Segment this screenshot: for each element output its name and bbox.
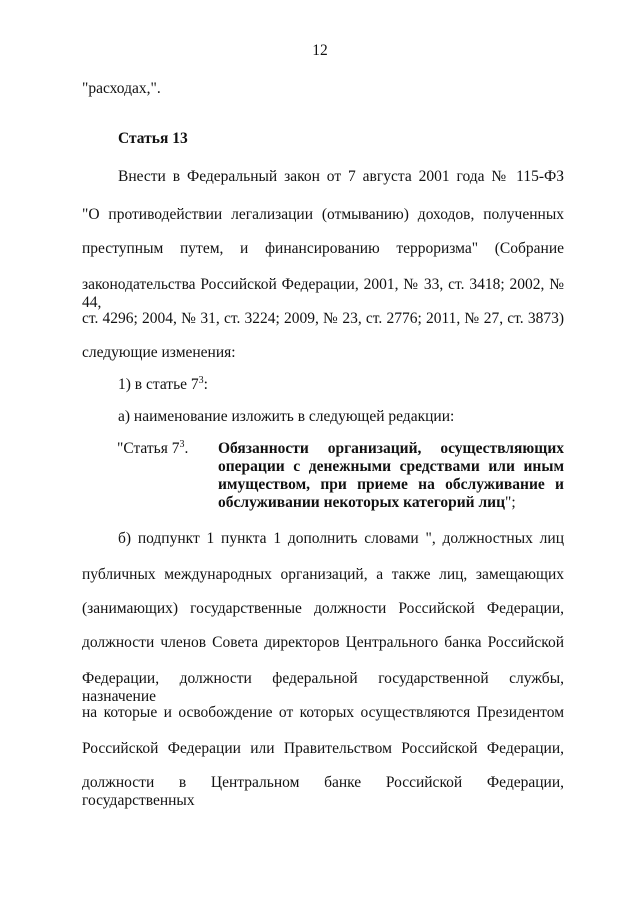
superscript: 3 (198, 375, 204, 386)
article-title-line: Обязанности организаций, осуществляющих (218, 440, 564, 457)
paragraph-line: следующие изменения: (82, 344, 236, 361)
paragraph-line: преступным путем, и финансированию терроризма" (Собрание (82, 240, 564, 257)
list-item-1 (118, 376, 600, 394)
paragraph-line: законодательства Российской Федерации, 2001, № 33, ст. 3418; 2002, № 44, (82, 276, 564, 311)
article-title-body (218, 440, 564, 512)
article-title-dot: . (184, 440, 189, 457)
text-line: "расходах,". (82, 80, 161, 97)
paragraph-line: "О противодействии легализации (отмыванию) доходов, полученных (82, 206, 564, 223)
paragraph-line: на которые и освобождение от которых осуществляются Президентом (82, 704, 564, 721)
article-title-line: имуществом, при приеме на обслуживание и (218, 476, 564, 493)
article-title-line-last (218, 494, 564, 512)
article-heading: Статья 13 (118, 130, 188, 147)
paragraph-line: Российской Федерации или Правительством Российской Федерации, (82, 740, 564, 757)
paragraph-line: ст. 4296; 2004, № 31, ст. 3224; 2009, № 23, ст. 2776; 2011, № 27, ст. 3873) (82, 310, 564, 327)
subitem-b: б) подпункт 1 пункта 1 дополнить словами ", должностных лиц (118, 530, 564, 547)
paragraph-line: должности в Центральном банке Российской Федерации, государственных (82, 774, 564, 809)
paragraph-line: должности членов Совета директоров Центрального банка Российской (82, 634, 564, 651)
subitem-a: а) наименование изложить в следующей редакции: (118, 408, 455, 425)
page-number: 12 (312, 42, 328, 59)
article-title-prefix (117, 440, 188, 458)
paragraph-line: публичных международных организаций, а также лиц, замещающих (82, 566, 564, 583)
superscript: 3 (179, 439, 185, 450)
article-title-prefix-text: "Статья 7 (117, 440, 180, 457)
list-item-tail: : (203, 376, 208, 393)
article-title-line-text: обслуживании некоторых категорий лиц (218, 494, 506, 511)
list-item-text: 1) в статье 7 (118, 376, 199, 393)
article-title-closing: "; (505, 494, 516, 511)
paragraph-line: Внести в Федеральный закон от 7 августа 2001 года № 115-ФЗ (118, 168, 564, 185)
paragraph-line: Федерации, должности федеральной государственной службы, назначение (82, 670, 564, 705)
article-title-line: операции с денежными средствами или иным (218, 458, 564, 475)
paragraph-line: (занимающих) государственные должности Российской Федерации, (82, 600, 564, 617)
